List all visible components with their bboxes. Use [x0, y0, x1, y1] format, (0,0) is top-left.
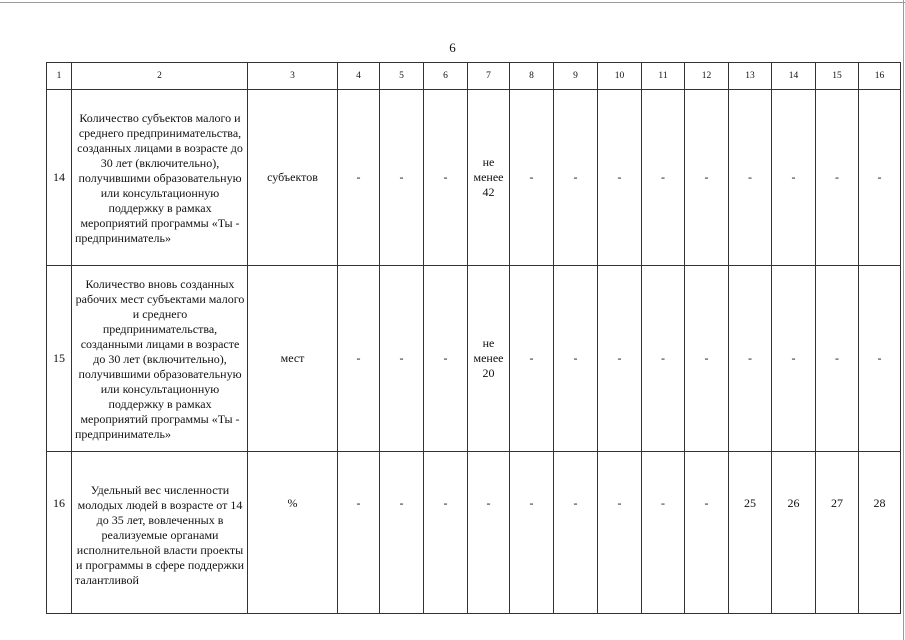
value-cell: - — [642, 452, 685, 614]
value-cell: - — [816, 266, 859, 452]
indicator-description: Удельный вес численности молодых людей в возрасте от 14 до 35 лет, вовлеченных в реализуемые органами исполнительной власти проекты и программы в сфере поддержки талантливой — [72, 452, 248, 614]
table-row — [47, 266, 901, 452]
column-number-header: 4 — [338, 63, 380, 90]
value-cell: - — [859, 90, 901, 266]
value-cell: 26 — [772, 452, 816, 614]
value-cell: - — [338, 266, 380, 452]
column-number-header: 5 — [380, 63, 424, 90]
column-number-header: 2 — [72, 63, 248, 90]
value-cell: - — [642, 266, 685, 452]
value-cell: - — [685, 90, 729, 266]
table-row — [47, 90, 901, 266]
value-cell: - — [554, 266, 598, 452]
value-cell: - — [729, 90, 772, 266]
value-cell: - — [598, 90, 642, 266]
column-number-header: 15 — [816, 63, 859, 90]
top-border-line — [0, 2, 905, 3]
value-cell: - — [729, 266, 772, 452]
row-number: 15 — [47, 266, 72, 452]
column-number-header: 13 — [729, 63, 772, 90]
value-cell: 27 — [816, 452, 859, 614]
row-number: 14 — [47, 90, 72, 266]
value-cell: - — [598, 266, 642, 452]
value-cell: - — [685, 266, 729, 452]
page-number: 6 — [449, 40, 456, 55]
indicator-description: Количество вновь созданных рабочих мест субъектами малого и среднего предпринимательства, созданными лицами в возрасте до 30 лет (включительно), получившими образовательную или консультационную поддержку в рамках мероприятий программы «Ты - предприниматель» — [72, 266, 248, 452]
value-cell: - — [554, 90, 598, 266]
value-cell: 25 — [729, 452, 772, 614]
value-cell: 28 — [859, 452, 901, 614]
value-cell: - — [772, 266, 816, 452]
value-cell: не менее 20 — [468, 266, 510, 452]
value-cell: - — [424, 452, 468, 614]
indicator-description: Количество субъектов малого и среднего предпринимательства, созданных лицами в возрасте до 30 лет (включительно), получившими образовательную или консультационную поддержку в рамках мероприятий программы «Ты - предприниматель» — [72, 90, 248, 266]
value-cell: - — [642, 90, 685, 266]
value-cell: не менее 42 — [468, 90, 510, 266]
unit-cell: % — [248, 452, 338, 614]
value-cell: - — [554, 452, 598, 614]
value-cell: - — [510, 90, 554, 266]
value-cell: - — [338, 452, 380, 614]
value-cell: - — [510, 266, 554, 452]
value-cell: - — [859, 266, 901, 452]
column-number-header: 6 — [424, 63, 468, 90]
column-number-header: 11 — [642, 63, 685, 90]
row-number: 16 — [47, 452, 72, 614]
column-number-header: 10 — [598, 63, 642, 90]
column-number-header: 3 — [248, 63, 338, 90]
value-cell: - — [816, 90, 859, 266]
unit-cell: субъектов — [248, 90, 338, 266]
right-border-line — [903, 0, 904, 640]
table-row — [47, 452, 901, 614]
table-header-row — [47, 63, 901, 90]
indicator-table — [46, 62, 901, 614]
value-cell: - — [598, 452, 642, 614]
column-number-header: 9 — [554, 63, 598, 90]
value-cell: - — [510, 452, 554, 614]
value-cell: - — [338, 90, 380, 266]
column-number-header: 12 — [685, 63, 729, 90]
column-number-header: 16 — [859, 63, 901, 90]
column-number-header: 7 — [468, 63, 510, 90]
value-cell: - — [468, 452, 510, 614]
value-cell: - — [772, 90, 816, 266]
value-cell: - — [380, 266, 424, 452]
value-cell: - — [424, 266, 468, 452]
column-number-header: 14 — [772, 63, 816, 90]
value-cell: - — [424, 90, 468, 266]
value-cell: - — [685, 452, 729, 614]
value-cell: - — [380, 452, 424, 614]
column-number-header: 8 — [510, 63, 554, 90]
column-number-header: 1 — [47, 63, 72, 90]
unit-cell: мест — [248, 266, 338, 452]
value-cell: - — [380, 90, 424, 266]
